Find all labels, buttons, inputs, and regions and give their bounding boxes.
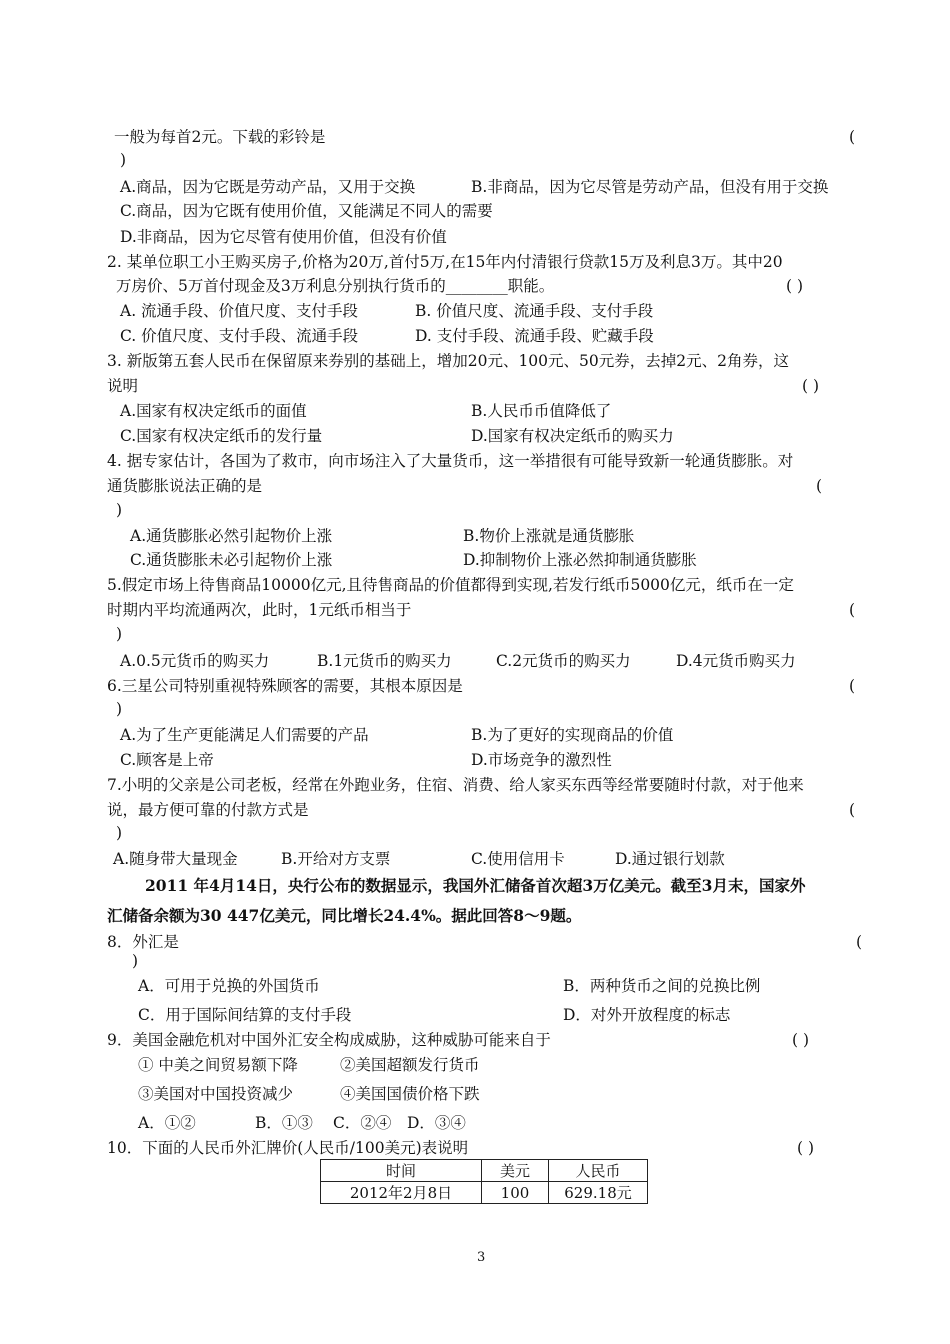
- q8-option-d: D．对外开放程度的标志: [563, 1006, 731, 1024]
- q4-option-d: D.抑制物价上涨必然抑制通货膨胀: [463, 551, 697, 569]
- q6-line1: 6.三星公司特别重视特殊顾客的需要，其根本原因是: [107, 677, 463, 695]
- table-header-usd: 美元: [482, 1160, 549, 1182]
- table-cell-rmb: 629.18元: [549, 1182, 648, 1204]
- table-cell-date: 2012年2月8日: [321, 1182, 482, 1204]
- q9-item-4: ④美国国债价格下跌: [340, 1085, 480, 1103]
- q6-option-d: D.市场竞争的激烈性: [471, 751, 612, 769]
- table-row: [321, 1182, 648, 1204]
- q9-item-2: ②美国超额发行货币: [340, 1056, 480, 1074]
- q7-option-c: C.使用信用卡: [471, 850, 565, 868]
- exchange-rate-table: [320, 1159, 648, 1204]
- q1-option-a: A.商品，因为它既是劳动产品，又用于交换: [120, 178, 416, 196]
- q4-paren-close: ): [116, 501, 123, 519]
- q9-line1: 9．美国金融危机对中国外汇安全构成威胁，这种威胁可能来自于: [107, 1031, 551, 1049]
- q2-option-c: C. 价值尺度、支付手段、流通手段: [120, 327, 359, 345]
- table-header-time: 时间: [321, 1160, 482, 1182]
- q1-stem: 一般为每首2元。下载的彩铃是: [114, 128, 326, 146]
- q7-line1: 7.小明的父亲是公司老板，经常在外跑业务，住宿、消费、给人家买东西等经常要随时付款，对于他来: [107, 776, 804, 794]
- q7-paren-open: (: [849, 801, 856, 819]
- q3-option-d: D.国家有权决定纸币的购买力: [471, 427, 674, 445]
- q9-item-3: ③美国对中国投资减少: [138, 1085, 294, 1103]
- q4-line2: 通货膨胀说法正确的是: [107, 477, 263, 495]
- q3-option-b: B.人民币币值降低了: [471, 402, 612, 420]
- q4-option-c: C.通货膨胀未必引起物价上涨: [130, 551, 333, 569]
- q2-line1: 2. 某单位职工小王购买房子,价格为20万,首付5万,在15年内付清银行贷款15万及利息3万。其中20: [107, 253, 783, 271]
- q7-option-d: D.通过银行划款: [615, 850, 725, 868]
- q7-line2: 说，最方便可靠的付款方式是: [107, 801, 309, 819]
- q3-line1: 3. 新版第五套人民币在保留原来券别的基础上，增加20元、100元、50元券，去掉2元、2角券，这: [107, 352, 789, 370]
- q5-option-a: A.0.5元货币的购买力: [120, 652, 270, 670]
- page-number: 3: [477, 1250, 486, 1265]
- q9-option-d: D．③④: [407, 1114, 466, 1132]
- q3-line2: 说明: [107, 377, 139, 395]
- q7-option-b: B.开给对方支票: [281, 850, 391, 868]
- q6-option-b: B.为了更好的实现商品的价值: [471, 726, 674, 744]
- q9-option-b: B．①③: [255, 1114, 313, 1132]
- q2-option-a: A. 流通手段、价值尺度、支付手段: [120, 302, 359, 320]
- q4-option-a: A.通货膨胀必然引起物价上涨: [130, 527, 333, 545]
- q5-option-c: C.2元货币的购买力: [496, 652, 631, 670]
- q8-option-b: B．两种货币之间的兑换比例: [563, 977, 761, 995]
- q5-line2: 时期内平均流通两次，此时，1元纸币相当于: [107, 601, 412, 619]
- q3-paren: ( ): [802, 377, 820, 395]
- q5-option-b: B.1元货币的购买力: [317, 652, 452, 670]
- table-cell-usd: 100: [482, 1182, 549, 1204]
- q9-option-a: A．①②: [138, 1114, 196, 1132]
- q7-paren-close: ): [116, 824, 123, 842]
- q1-option-c: C.商品，因为它既有使用价值，又能满足不同人的需要: [120, 202, 493, 220]
- q4-paren-open: (: [816, 477, 823, 495]
- q5-line1: 5.假定市场上待售商品10000亿元,且待售商品的价值都得到实现,若发行纸币5000亿元，纸币在一定: [107, 576, 794, 594]
- material-line1: 2011 年4月14日，央行公布的数据显示，我国外汇储备首次超3万亿美元。截至3月末，国家外: [145, 876, 806, 895]
- q4-line1: 4. 据专家估计，各国为了救市，向市场注入了大量货币，这一举措很有可能导致新一轮通货膨胀。对: [107, 452, 794, 470]
- q5-paren-close: ): [116, 625, 123, 643]
- q6-paren-close: ): [116, 700, 123, 718]
- q9-paren: ( ): [792, 1031, 810, 1049]
- q1-option-b: B.非商品，因为它尽管是劳动产品，但没有用于交换: [471, 178, 829, 196]
- q3-option-a: A.国家有权决定纸币的面值: [120, 402, 307, 420]
- table-header-rmb: 人民币: [549, 1160, 648, 1182]
- q4-option-b: B.物价上涨就是通货膨胀: [463, 527, 635, 545]
- q8-paren-open: (: [856, 933, 863, 951]
- q6-option-a: A.为了生产更能满足人们需要的产品: [120, 726, 369, 744]
- q3-option-c: C.国家有权决定纸币的发行量: [120, 427, 323, 445]
- q9-option-c: C．②④: [333, 1114, 392, 1132]
- table-header-row: [321, 1160, 648, 1182]
- q10-line1: 10．下面的人民币外汇牌价(人民币/100美元)表说明: [107, 1139, 469, 1157]
- q2-option-d: D. 支付手段、流通手段、贮藏手段: [415, 327, 654, 345]
- q9-item-1: ① 中美之间贸易额下降: [138, 1056, 298, 1074]
- q2-option-b: B. 价值尺度、流通手段、支付手段: [415, 302, 654, 320]
- q1-paren-open: (: [849, 128, 856, 146]
- material-line2: 汇储备余额为30 447亿美元，同比增长24.4%。据此回答8～9题。: [107, 906, 582, 925]
- q6-option-c: C.顾客是上帝: [120, 751, 214, 769]
- q8-option-c: C．用于国际间结算的支付手段: [138, 1006, 352, 1024]
- q5-option-d: D.4元货币购买力: [676, 652, 796, 670]
- q2-line2: 万房价、5万首付现金及3万利息分别执行货币的________职能。: [116, 277, 555, 295]
- q10-paren: ( ): [797, 1139, 815, 1157]
- q2-paren: ( ): [786, 277, 804, 295]
- q5-paren-open: (: [849, 601, 856, 619]
- q1-paren-close: ): [120, 151, 127, 169]
- q6-paren-open: (: [849, 677, 856, 695]
- q8-option-a: A．可用于兑换的外国货币: [138, 977, 320, 995]
- q8-line1: 8．外汇是: [107, 933, 179, 951]
- q7-option-a: A.随身带大量现金: [113, 850, 238, 868]
- q8-paren-close: ): [132, 952, 139, 970]
- q1-option-d: D.非商品，因为它尽管有使用价值，但没有价值: [120, 228, 447, 246]
